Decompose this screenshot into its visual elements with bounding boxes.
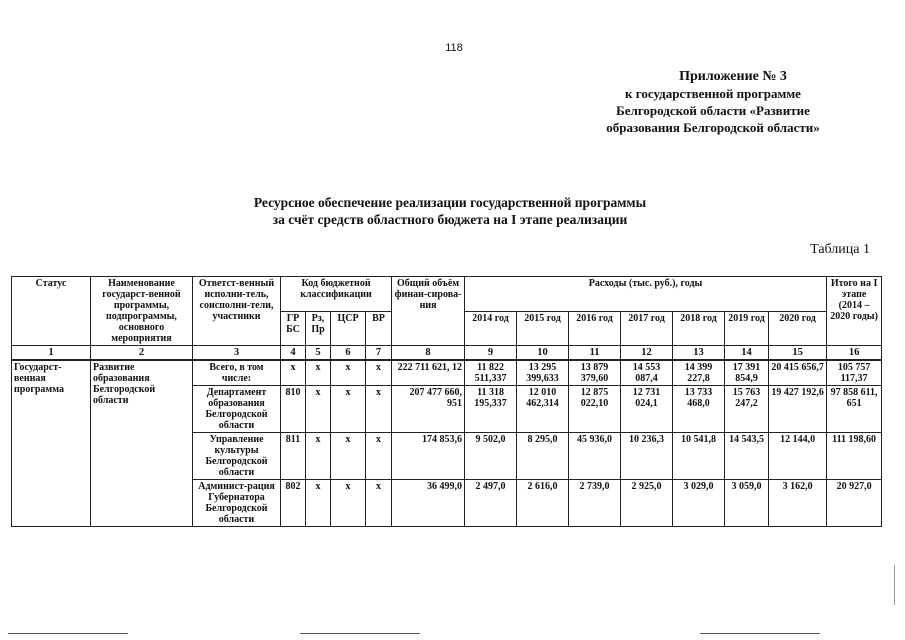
year-cell: 3 029,0 (673, 480, 725, 527)
header-budget-code: Код бюджетной классификации (281, 277, 392, 312)
column-number: 10 (517, 346, 569, 361)
summary-cell: 20 927,0 (827, 480, 882, 527)
header-year: 2018 год (673, 311, 725, 346)
year-cell: 15 763 247,2 (725, 386, 769, 433)
title-line: Ресурсное обеспечение реализации государственной программы (253, 195, 647, 210)
header-year: 2014 год (465, 311, 517, 346)
header-executor: Ответст-венный исполни-тель, соисполни-тели, участники (193, 277, 281, 346)
appendix-number: Приложение № 3 (679, 69, 787, 84)
column-number: 2 (91, 346, 193, 361)
executor-cell: Управление культуры Белгородской области (193, 433, 281, 480)
column-number: 16 (827, 346, 882, 361)
year-cell: 10 236,3 (621, 433, 673, 480)
year-cell: 3 162,0 (769, 480, 827, 527)
header-year: 2020 год (769, 311, 827, 346)
header-total: Общий объём финан-сирова-ния (392, 277, 465, 346)
year-cell: 11 822 511,337 (465, 360, 517, 386)
rzpr-cell: х (306, 360, 331, 386)
column-number: 15 (769, 346, 827, 361)
summary-cell: 111 198,60 (827, 433, 882, 480)
year-cell: 14 399 227,8 (673, 360, 725, 386)
total-cell: 207 477 660, 951 (392, 386, 465, 433)
column-number: 5 (306, 346, 331, 361)
header-year: 2017 год (621, 311, 673, 346)
summary-cell: 97 858 611, 651 (827, 386, 882, 433)
rzpr-cell: х (306, 433, 331, 480)
year-cell: 9 502,0 (465, 433, 517, 480)
footer-rule (8, 633, 128, 634)
csr-cell: х (331, 360, 366, 386)
year-cell: 2 616,0 (517, 480, 569, 527)
appendix-header (563, 68, 863, 136)
vr-cell: х (366, 433, 392, 480)
year-cell: 2 739,0 (569, 480, 621, 527)
column-number: 14 (725, 346, 769, 361)
header-csr: ЦСР (331, 311, 366, 346)
header-row (12, 277, 882, 312)
year-cell: 2 925,0 (621, 480, 673, 527)
csr-cell: х (331, 480, 366, 527)
vr-cell: х (366, 386, 392, 433)
column-number: 13 (673, 346, 725, 361)
executor-cell: Департамент образования Белгородской области (193, 386, 281, 433)
status-cell: Государст-венная программа (12, 360, 91, 527)
year-cell: 13 733 468,0 (673, 386, 725, 433)
column-number-row (12, 346, 882, 361)
year-cell: 14 553 087,4 (621, 360, 673, 386)
total-cell: 36 499,0 (392, 480, 465, 527)
table-row (12, 360, 882, 386)
executor-cell: Админист-рация Губернатора Белгородской области (193, 480, 281, 527)
total-cell: 174 853,6 (392, 433, 465, 480)
appendix-line: образования Белгородской области» (606, 120, 820, 135)
year-cell: 45 936,0 (569, 433, 621, 480)
resource-table (11, 276, 882, 527)
column-number: 3 (193, 346, 281, 361)
header-name: Наименование государст-венной программы, подпрограммы, основного мероприятия (91, 277, 193, 346)
vr-cell: х (366, 360, 392, 386)
year-cell: 14 543,5 (725, 433, 769, 480)
year-cell: 12 731 024,1 (621, 386, 673, 433)
grbs-cell: х (281, 360, 306, 386)
header-year: 2019 год (725, 311, 769, 346)
column-number: 12 (621, 346, 673, 361)
column-number: 1 (12, 346, 91, 361)
year-cell: 20 415 656,7 (769, 360, 827, 386)
header-year: 2015 год (517, 311, 569, 346)
grbs-cell: 811 (281, 433, 306, 480)
year-cell: 12 144,0 (769, 433, 827, 480)
year-cell: 12 010 462,314 (517, 386, 569, 433)
vr-cell: х (366, 480, 392, 527)
csr-cell: х (331, 386, 366, 433)
header-grbs: ГР БС (281, 311, 306, 346)
footer-rule (700, 633, 820, 634)
rzpr-cell: х (306, 386, 331, 433)
appendix-line: к государственной программе (625, 86, 801, 101)
year-cell: 12 875 022,10 (569, 386, 621, 433)
header-rzpr: Рз, Пр (306, 311, 331, 346)
year-cell: 10 541,8 (673, 433, 725, 480)
header-expenses: Расходы (тыс. руб.), годы (465, 277, 827, 312)
column-number: 9 (465, 346, 517, 361)
year-cell: 13 879 379,60 (569, 360, 621, 386)
column-number: 11 (569, 346, 621, 361)
year-cell: 19 427 192,6 (769, 386, 827, 433)
column-number: 6 (331, 346, 366, 361)
scan-edge-mark (894, 565, 905, 605)
grbs-cell: 810 (281, 386, 306, 433)
header-summary: Итого на I этапе (2014 – 2020 годы) (827, 277, 882, 346)
title-line: за счёт средств областного бюджета на I этапе реализации (272, 212, 628, 227)
page-number: 118 (445, 42, 463, 54)
rzpr-cell: х (306, 480, 331, 527)
summary-cell: 105 757 117,37 (827, 360, 882, 386)
header-vr: ВР (366, 311, 392, 346)
document-title (215, 194, 685, 228)
year-cell: 11 318 195,337 (465, 386, 517, 433)
table-label: Таблица 1 (810, 242, 870, 257)
header-status: Статус (12, 277, 91, 346)
appendix-line: Белгородской области «Развитие (616, 103, 810, 118)
program-name-cell: Развитие образования Белгородской области (91, 360, 193, 527)
column-number: 7 (366, 346, 392, 361)
column-number: 8 (392, 346, 465, 361)
column-number: 4 (281, 346, 306, 361)
year-cell: 17 391 854,9 (725, 360, 769, 386)
csr-cell: х (331, 433, 366, 480)
year-cell: 13 295 399,633 (517, 360, 569, 386)
header-year: 2016 год (569, 311, 621, 346)
footer-rule (300, 633, 420, 634)
year-cell: 3 059,0 (725, 480, 769, 527)
executor-cell: Всего, в том числе: (193, 360, 281, 386)
total-cell: 222 711 621, 12 (392, 360, 465, 386)
year-cell: 2 497,0 (465, 480, 517, 527)
grbs-cell: 802 (281, 480, 306, 527)
year-cell: 8 295,0 (517, 433, 569, 480)
